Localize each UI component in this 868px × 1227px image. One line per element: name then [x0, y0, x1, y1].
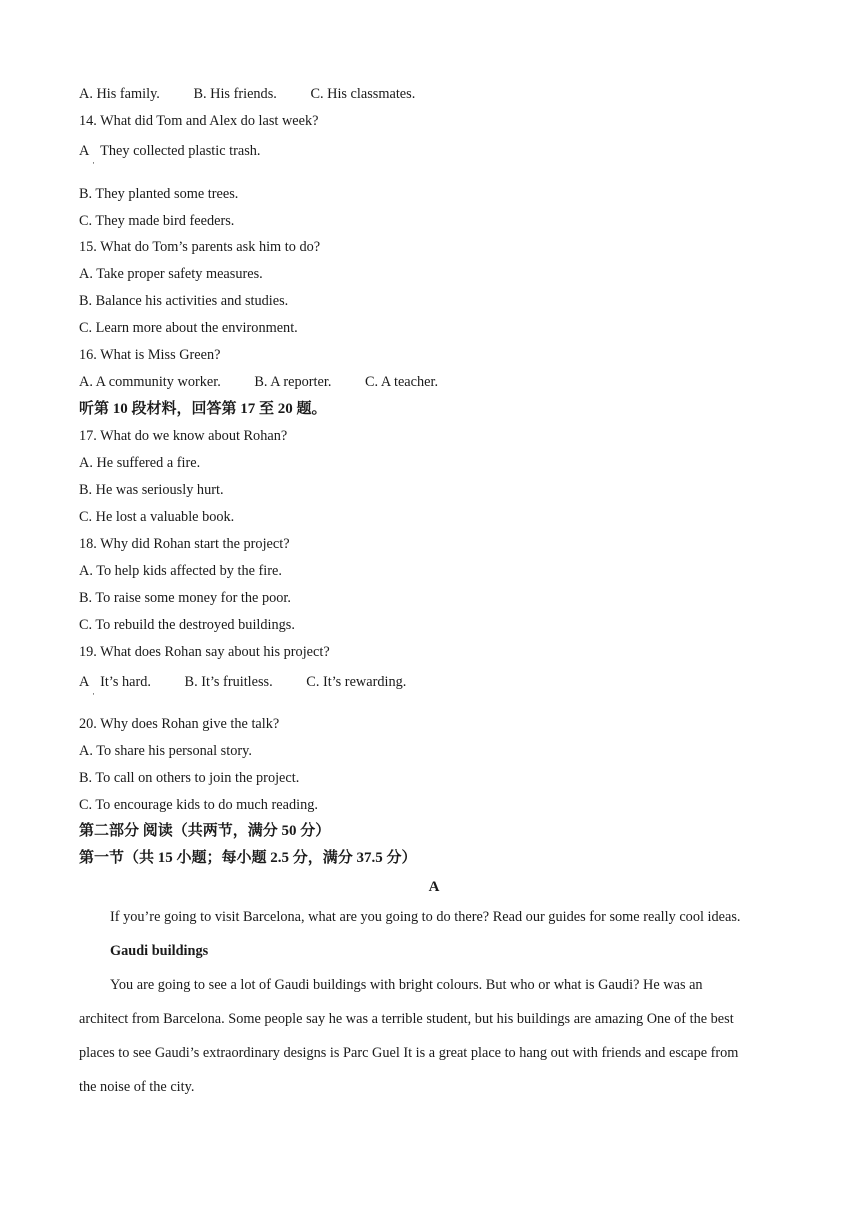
- passage-subheading: Gaudi buildings: [110, 943, 209, 959]
- q17-option-a: A. He suffered a fire.: [79, 455, 201, 471]
- passage-line-3: places to see Gaudi’s extraordinary designs is Parc Guel It is a great place to hang out with friends and escape from: [79, 1045, 739, 1061]
- q14-option-a: [79, 142, 261, 160]
- q17-option-b: B. He was seriously hurt.: [79, 482, 224, 498]
- q14-option-dot: ·: [92, 158, 95, 168]
- q20-option-a: A. To share his personal story.: [79, 743, 252, 759]
- q19-option-a-text: It’s hard.: [100, 674, 151, 690]
- q14-stem: 14. What did Tom and Alex do last week?: [79, 113, 319, 129]
- q20-stem: 20. Why does Rohan give the talk?: [79, 716, 280, 732]
- passage-letter: A: [428, 879, 440, 895]
- q19-option-dot: ·: [92, 689, 95, 699]
- q18-option-a: A. To help kids affected by the fire.: [79, 563, 282, 579]
- q15-option-c: C. Learn more about the environment.: [79, 320, 298, 336]
- passage-line-4: the noise of the city.: [79, 1079, 195, 1095]
- q19-stem: 19. What does Rohan say about his project?: [79, 644, 330, 660]
- q20-option-c: C. To encourage kids to do much reading.: [79, 797, 318, 813]
- q15-stem: 15. What do Tom’s parents ask him to do?: [79, 239, 321, 255]
- q18-option-b: B. To raise some money for the poor.: [79, 590, 291, 606]
- q14-option-c: C. They made bird feeders.: [79, 213, 235, 229]
- q17-option-c: C. He lost a valuable book.: [79, 509, 235, 525]
- q14-option-a-letter: A: [79, 143, 89, 159]
- q13-options: [79, 85, 415, 103]
- q16-stem: 16. What is Miss Green?: [79, 347, 221, 363]
- q15-option-a: A. Take proper safety measures.: [79, 266, 263, 282]
- q14-option-b: B. They planted some trees.: [79, 186, 239, 202]
- q16-option-b: B. A reporter.: [254, 374, 332, 390]
- passage-line-2: architect from Barcelona. Some people say he was a terrible student, but his buildings are amazing One of the best: [79, 1011, 734, 1027]
- passage-line-1: You are going to see a lot of Gaudi buildings with bright colours. But who or what is Gaudi? He was an: [110, 977, 703, 993]
- q13-option-a: A. His family.: [79, 86, 160, 102]
- q16-options: [79, 373, 438, 391]
- part-2-heading: 第二部分 阅读（共两节，满分 50 分）: [79, 823, 331, 839]
- passage-intro: If you’re going to visit Barcelona, what are you going to do there? Read our guides for some really cool ideas.: [110, 909, 741, 925]
- section-1-heading: 第一节（共 15 小题；每小题 2.5 分，满分 37.5 分）: [79, 850, 417, 866]
- q16-option-a: A. A community worker.: [79, 374, 221, 390]
- section-10-instruction: 听第 10 段材料，回答第 17 至 20 题。: [79, 401, 327, 417]
- q13-option-c: C. His classmates.: [310, 86, 416, 102]
- q19-option-c: C. It’s rewarding.: [306, 674, 407, 690]
- q19-option-b: B. It’s fruitless.: [184, 674, 273, 690]
- q19-option-a-letter: A: [79, 674, 89, 690]
- q19-options: [79, 673, 406, 691]
- q20-option-b: B. To call on others to join the project.: [79, 770, 300, 786]
- q18-stem: 18. Why did Rohan start the project?: [79, 536, 290, 552]
- q16-option-c: C. A teacher.: [364, 374, 439, 390]
- q17-stem: 17. What do we know about Rohan?: [79, 428, 288, 444]
- q18-option-c: C. To rebuild the destroyed buildings.: [79, 617, 295, 633]
- q13-option-b: B. His friends.: [193, 86, 277, 102]
- q14-option-a-text: They collected plastic trash.: [100, 143, 261, 159]
- q15-option-b: B. Balance his activities and studies.: [79, 293, 289, 309]
